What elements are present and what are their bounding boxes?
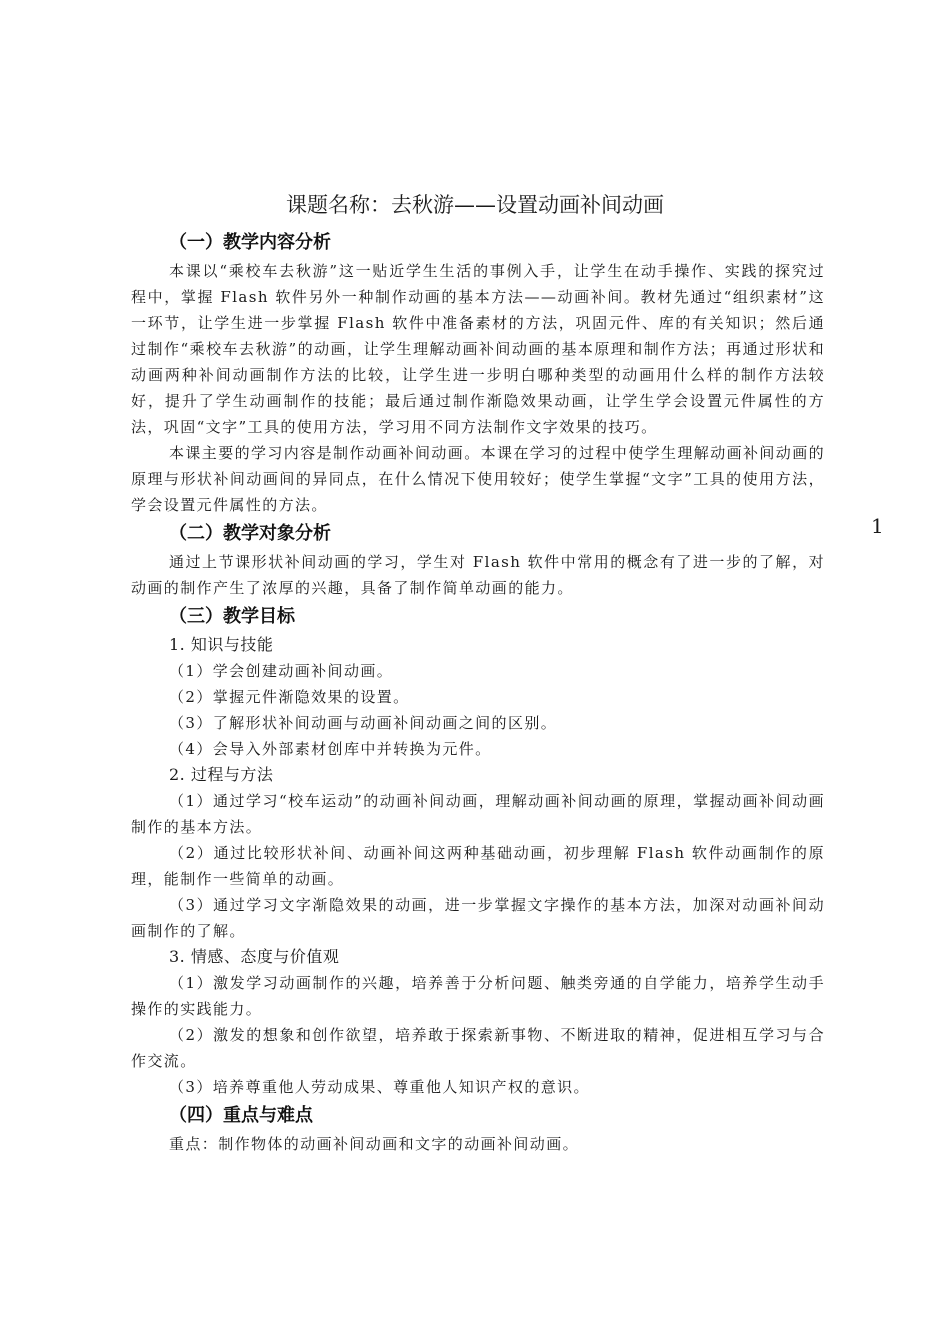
paragraph: 本课以“乘校车去秋游”这一贴近学生生活的事例入手，让学生在动手操作、实践的探究过程中，掌握 Flash 软件另外一种制作动画的基本方法——动画补间。教材先通过“组织素材”这一环节，让学生进一步掌握 Flash 软件中准备素材的方法，巩固元件、库的有关知识；然后通过制作“乘校车去秋游”的动画，让学生理解动画补间动画的基本原理和制作方法；再通过形状和动画两种补间动画制作方法的比较，让学生进一步明白哪种类型的动画用什么样的制作方法较好，提升了学生动画制作的技能；最后通过制作渐隐效果动画，让学生学会设置元件属性的方法，巩固“文字”工具的使用方法，学习用不同方法制作文字效果的技巧。 [131,262,825,436]
goal-item: （1）学会创建动画补间动画。 [169,662,394,680]
section-heading-teaching-goals: （三）教学目标 [169,606,295,627]
document-body [131,227,825,1157]
goal-group-title: 3. 情感、态度与价值观 [169,947,340,966]
lesson-title: 课题名称：去秋游——设置动画补间动画 [286,193,664,217]
section-heading-content-analysis: （一）教学内容分析 [169,232,331,253]
goal-item: （3）培养尊重他人劳动成果、尊重他人知识产权的意识。 [169,1078,590,1096]
goal-item: （4）会导入外部素材创库中并转换为元件。 [169,740,492,758]
section-heading-audience-analysis: （二）教学对象分析 [169,523,331,544]
goal-item: （1）激发学习动画制作的兴趣，培养善于分析问题、触类旁通的自学能力，培养学生动手操作的实践能力。 [131,974,825,1018]
section-heading-key-points: （四）重点与难点 [169,1105,313,1126]
paragraph: 重点：制作物体的动画补间动画和文字的动画补间动画。 [169,1135,580,1153]
goal-group-title: 2. 过程与方法 [169,765,274,784]
goal-item: （1）通过学习“校车运动”的动画补间动画，理解动画补间动画的原理，掌握动画补间动画制作的基本方法。 [131,792,825,836]
goal-item: （3）了解形状补间动画与动画补间动画之间的区别。 [169,714,558,732]
goal-item: （2）激发的想象和创作欲望，培养敢于探索新事物、不断进取的精神，促进相互学习与合作交流。 [131,1026,825,1070]
page-number: 1 [871,514,884,538]
goal-item: （2）通过比较形状补间、动画补间这两种基础动画，初步理解 Flash 软件动画制作的原理，能制作一些简单的动画。 [131,844,825,888]
goal-group-title: 1. 知识与技能 [169,635,274,654]
goal-item: （3）通过学习文字渐隐效果的动画，进一步掌握文字操作的基本方法，加深对动画补间动画制作的了解。 [131,896,825,940]
goal-item: （2）掌握元件渐隐效果的设置。 [169,688,410,706]
paragraph: 通过上节课形状补间动画的学习，学生对 Flash 软件中常用的概念有了进一步的了解，对动画的制作产生了浓厚的兴趣，具备了制作简单动画的能力。 [131,553,825,597]
paragraph: 本课主要的学习内容是制作动画补间动画。本课在学习的过程中使学生理解动画补间动画的原理与形状补间动画间的异同点，在什么情况下使用较好；使学生掌握“文字”工具的使用方法，学会设置元件属性的方法。 [131,444,826,514]
